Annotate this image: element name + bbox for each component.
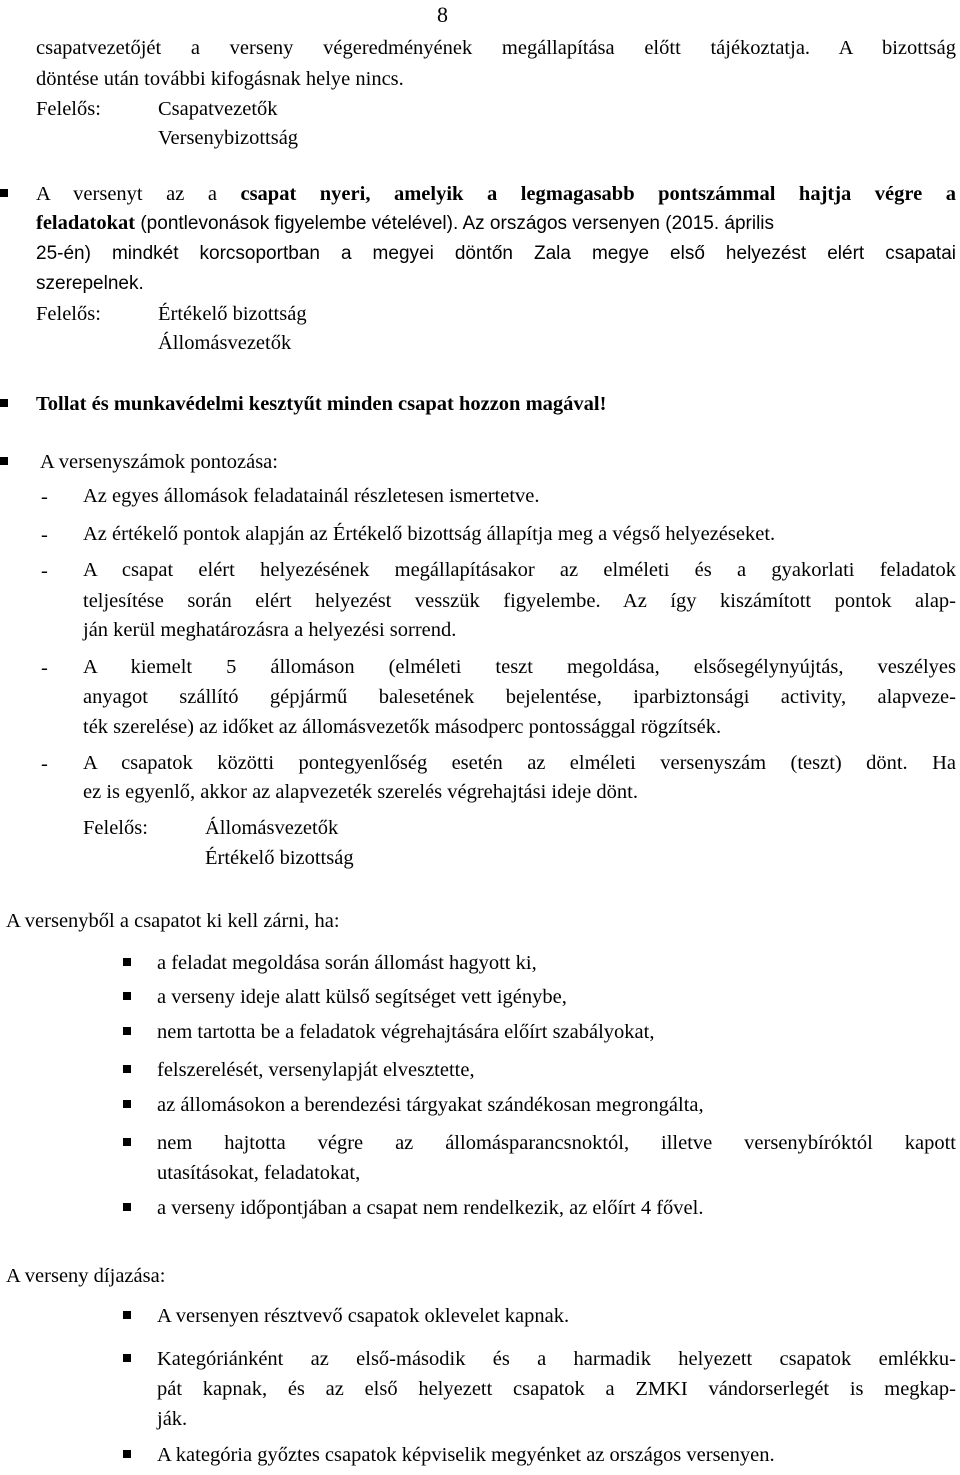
- scoring-heading: A versenyszámok pontozása:: [40, 451, 278, 473]
- responsible-value: Versenybizottság: [158, 127, 299, 149]
- winner-line-4: szerepelnek.: [36, 273, 144, 294]
- bullet-icon: [123, 1138, 131, 1146]
- awards-item: A kategória győztes csapatok képviselik megyénket az országos versenyen.: [157, 1444, 775, 1466]
- page-number: 8: [437, 2, 448, 27]
- responsible-label: Felelős:: [36, 98, 101, 120]
- dash-marker: -: [41, 657, 48, 679]
- dash-marker: -: [41, 753, 48, 775]
- responsible-label: Felelős:: [83, 817, 148, 839]
- winner-line-2-bold: feladatokat: [36, 212, 136, 234]
- bullet-icon: [123, 1203, 131, 1211]
- scoring-item-5-line-2: ez is egyenlő, akkor az alapvezeték szerelés végrehajtási ideje dönt.: [83, 781, 638, 803]
- dash-marker: -: [41, 486, 48, 508]
- bullet-icon: [123, 1065, 131, 1073]
- winner-line-3: 25-én) mindkét korcsoportban a megyei döntőn Zala megye első helyezést elért csapatai: [36, 243, 956, 264]
- awards-item-2-line-2: pát kapnak, és az első helyezett csapatok a ZMKI vándorserlegét is megkap-: [157, 1378, 956, 1400]
- winner-line-1: [36, 184, 956, 205]
- scoring-item-1: Az egyes állomások feladatainál részletesen ismertetve.: [83, 485, 540, 507]
- scoring-item-5-line-1: A csapatok közötti pontegyenlőség esetén az elméleti versenyszám (teszt) dönt. Ha: [83, 752, 956, 774]
- responsible-value: Értékelő bizottság: [158, 303, 307, 325]
- dash-marker: -: [41, 560, 48, 582]
- bullet-icon: [123, 1100, 131, 1108]
- exclusion-item: felszerelését, versenylapját elvesztette,: [157, 1059, 475, 1081]
- awards-item-2-line-3: ják.: [157, 1408, 188, 1430]
- bullet-icon: [0, 189, 8, 197]
- responsible-label: Felelős:: [36, 303, 101, 325]
- intro-line-2: döntése után további kifogásnak helye nincs.: [36, 68, 404, 90]
- bullet-icon: [0, 457, 8, 465]
- dash-marker: -: [41, 524, 48, 546]
- scoring-item-2: Az értékelő pontok alapján az Értékelő bizottság állapítja meg a végső helyezéseket.: [83, 523, 776, 545]
- scoring-item-3-line-1: A csapat elért helyezésének megállapításakor az elméleti és a gyakorlati feladatok: [83, 559, 956, 581]
- bullet-icon: [123, 1311, 131, 1319]
- winner-line-2-plain: (pontlevonások figyelembe vételével). Az országos versenyen (2015. április: [135, 213, 775, 234]
- exclusion-heading: A versenyből a csapatot ki kell zárni, ha:: [6, 910, 340, 932]
- gloves-notice: [36, 394, 606, 415]
- bullet-icon: [123, 992, 131, 1000]
- responsible-value: Állomásvezetők: [205, 817, 339, 839]
- bullet-icon: [123, 1450, 131, 1458]
- winner-line-2: [36, 213, 774, 234]
- bullet-icon: [123, 958, 131, 966]
- exclusion-item-6-line-1: nem hajtotta végre az állomásparancsnoktól, illetve versenybíróktól kapott: [157, 1132, 956, 1154]
- awards-item-2-line-1: Kategóriánként az első-második és a harmadik helyezett csapatok emlékku-: [157, 1348, 956, 1370]
- exclusion-item: az állomásokon a berendezési tárgyakat szándékosan megrongálta,: [157, 1094, 704, 1116]
- intro-line-1: csapatvezetőjét a verseny végeredményének megállapítása előtt tájékoztatja. A bizottság: [36, 37, 956, 59]
- scoring-item-3-line-3: ján kerül meghatározásra a helyezési sorrend.: [83, 619, 457, 641]
- scoring-item-4-line-2: anyagot szállító gépjármű balesetének bejelentése, iparbiztonsági activity, alapveze-: [83, 686, 956, 708]
- responsible-value: Csapatvezetők: [158, 98, 278, 120]
- gloves-text: Tollat és munkavédelmi kesztyűt minden csapat hozzon magával!: [36, 393, 607, 415]
- awards-item: A versenyen résztvevő csapatok oklevelet kapnak.: [157, 1305, 570, 1327]
- responsible-value: Értékelő bizottság: [205, 847, 354, 869]
- exclusion-item: a verseny időpontjában a csapat nem rendelkezik, az előírt 4 fővel.: [157, 1197, 704, 1219]
- winner-line-1-plain: A versenyt az a: [36, 183, 241, 205]
- scoring-item-4-line-1: A kiemelt 5 állomáson (elméleti teszt megoldása, elsősegélynyújtás, veszélyes: [83, 656, 956, 678]
- exclusion-item-6-line-2: utasításokat, feladatokat,: [157, 1162, 361, 1184]
- bullet-icon: [123, 1354, 131, 1362]
- exclusion-item: a verseny ideje alatt külső segítséget vett igénybe,: [157, 986, 567, 1008]
- bullet-icon: [0, 399, 8, 407]
- winner-line-1-bold: csapat nyeri, amelyik a legmagasabb pontszámmal hajtja végre a: [240, 183, 956, 205]
- scoring-item-4-line-3: ték szerelése) az időket az állomásvezetők másodperc pontossággal rögzítsék.: [83, 716, 722, 738]
- exclusion-item: nem tartotta be a feladatok végrehajtására előírt szabályokat,: [157, 1021, 655, 1043]
- scoring-item-3-line-2: teljesítése során elért helyezést vesszük figyelembe. Az így kiszámított pontok alap-: [83, 590, 956, 612]
- exclusion-item: a feladat megoldása során állomást hagyott ki,: [157, 952, 537, 974]
- responsible-value: Állomásvezetők: [158, 332, 292, 354]
- awards-heading: A verseny díjazása:: [6, 1265, 166, 1287]
- bullet-icon: [123, 1027, 131, 1035]
